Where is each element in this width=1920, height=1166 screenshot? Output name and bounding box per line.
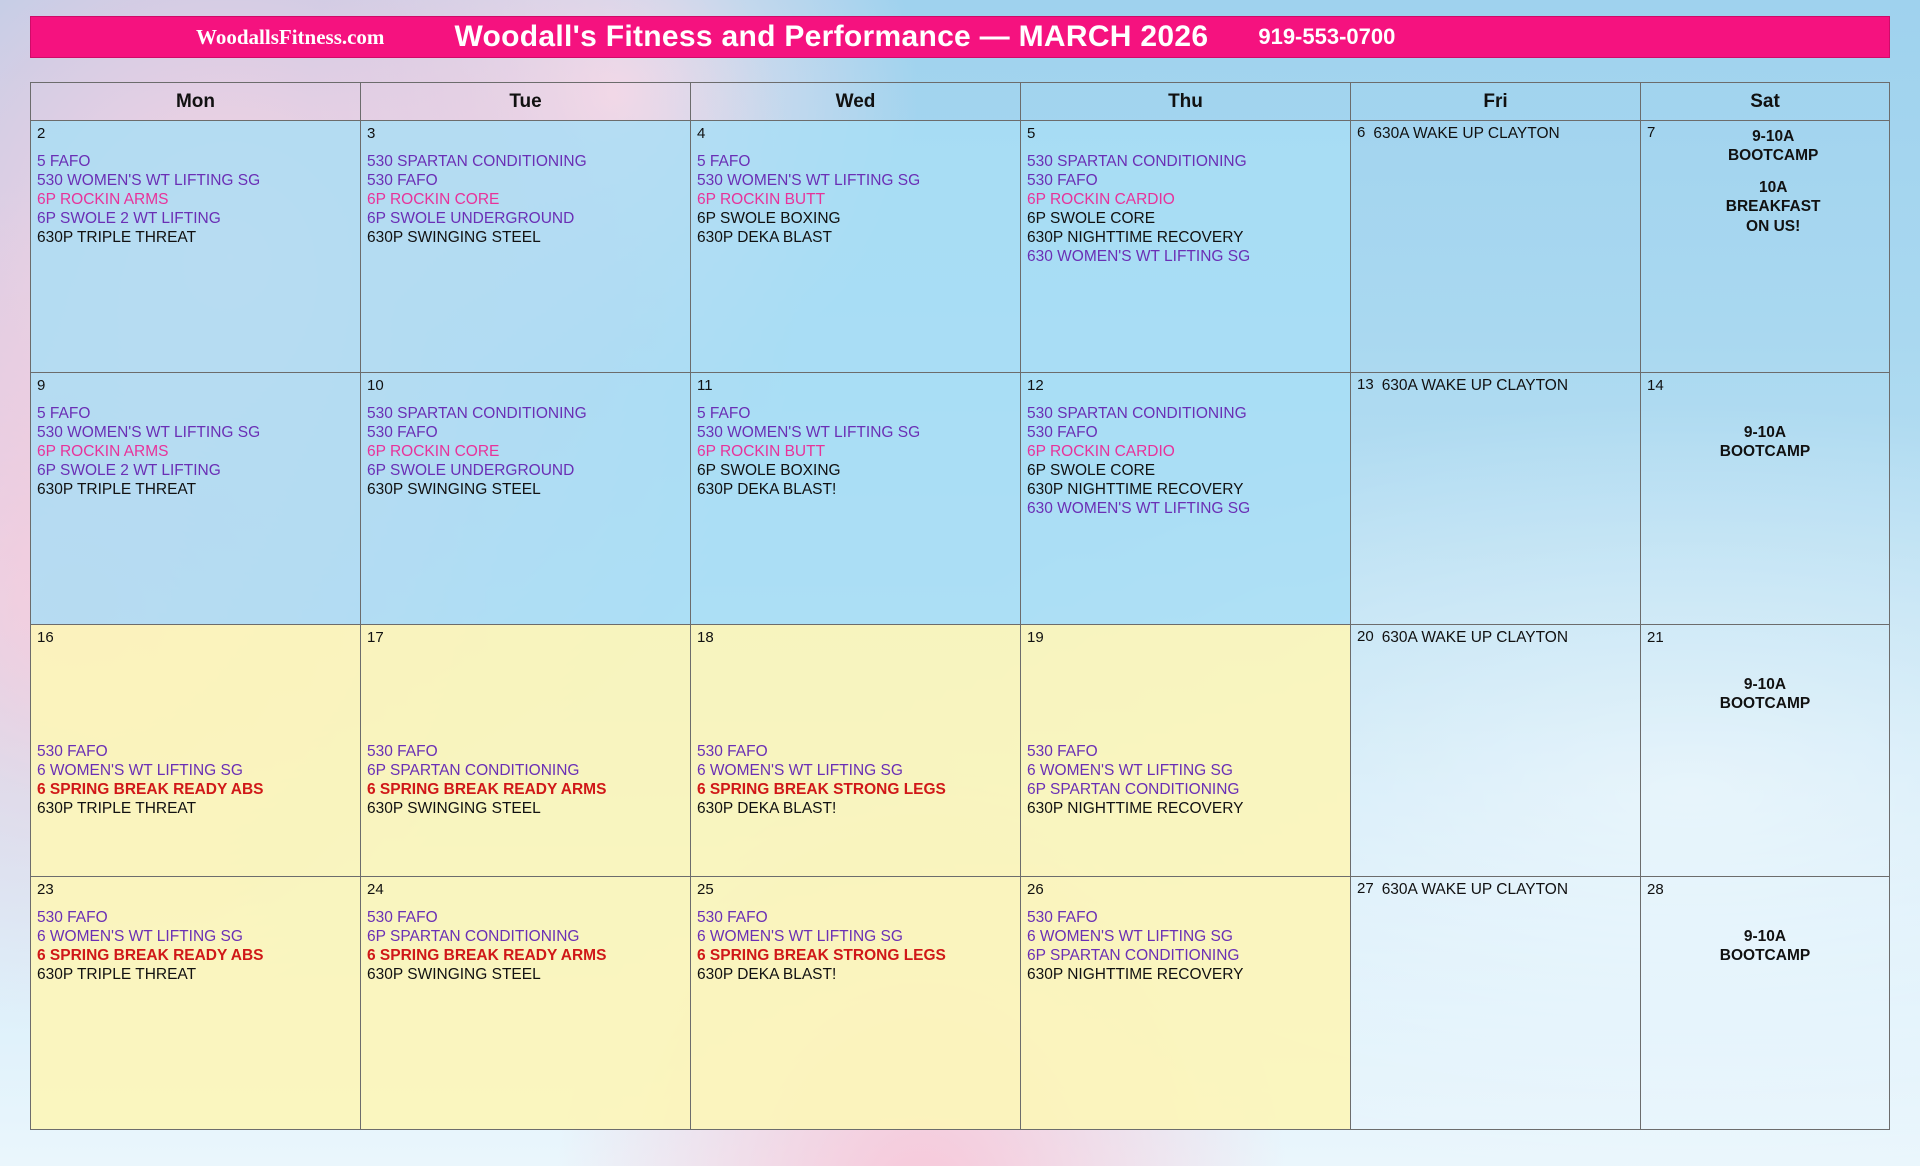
weekday-header-thu: Thu xyxy=(1021,83,1351,121)
day-cell-23[interactable] xyxy=(31,877,361,1129)
calendar-grid xyxy=(30,82,1890,1130)
event-list xyxy=(37,153,354,248)
calendar-week-row xyxy=(31,121,1889,373)
event-label: 6 SPRING BREAK READY ABS xyxy=(37,780,264,798)
event-label: 630P SWINGING STEEL xyxy=(367,799,541,817)
event-label: 6P SPARTAN CONDITIONING xyxy=(367,761,580,779)
day-cell-10[interactable] xyxy=(361,373,691,625)
day-number: 19 xyxy=(1027,629,1044,646)
event-label: 530 SPARTAN CONDITIONING xyxy=(1027,153,1247,170)
day-number: 5 xyxy=(1027,125,1036,142)
event-label: 6P ROCKIN CARDIO xyxy=(1027,190,1175,208)
day-cell-26[interactable] xyxy=(1021,877,1351,1129)
event-label: 530 FAFO xyxy=(697,909,768,926)
event-label: 630A WAKE UP CLAYTON xyxy=(1381,881,1569,898)
day-cell-9[interactable] xyxy=(31,373,361,625)
title-bar xyxy=(30,16,1890,58)
event-label: 630P TRIPLE THREAT xyxy=(37,965,197,983)
event-list xyxy=(1027,153,1344,266)
event-label: 630P TRIPLE THREAT xyxy=(37,799,197,817)
day-inline-row xyxy=(1647,125,1883,236)
event-label: 6 SPRING BREAK READY ARMS xyxy=(367,946,607,964)
event-label: 6P ROCKIN ARMS xyxy=(37,442,169,460)
event-label: 530 WOMEN'S WT LIFTING SG xyxy=(697,171,921,189)
day-number: 14 xyxy=(1647,377,1664,394)
day-number: 21 xyxy=(1647,629,1664,646)
day-number: 6 xyxy=(1357,124,1366,141)
calendar-weeks xyxy=(31,121,1889,1129)
event-label: 6P ROCKIN BUTT xyxy=(697,190,826,208)
day-number: 13 xyxy=(1357,376,1374,393)
event-label: 630P SWINGING STEEL xyxy=(367,480,541,498)
event-label: 6 SPRING BREAK STRONG LEGS xyxy=(697,946,946,964)
event-label: 630 WOMEN'S WT LIFTING SG xyxy=(1027,499,1251,517)
event-list xyxy=(37,909,354,985)
event-label: 530 WOMEN'S WT LIFTING SG xyxy=(37,171,261,189)
event-label: 6P ROCKIN ARMS xyxy=(37,190,169,208)
event-label: BOOTCAMP xyxy=(1719,947,1811,965)
event-label: 530 FAFO xyxy=(37,909,108,926)
saturday-event-block xyxy=(1663,127,1883,236)
website-label: WoodallsFitness.com xyxy=(196,24,385,49)
day-cell-24[interactable] xyxy=(361,877,691,1129)
day-number: 20 xyxy=(1357,628,1374,645)
event-label: 630P NIGHTTIME RECOVERY xyxy=(1027,228,1244,246)
day-number: 26 xyxy=(1027,881,1044,898)
day-number: 9 xyxy=(37,377,46,394)
event-label: 6 WOMEN'S WT LIFTING SG xyxy=(1027,927,1233,945)
event-label: 530 WOMEN'S WT LIFTING SG xyxy=(37,423,261,441)
event-label: 630P TRIPLE THREAT xyxy=(37,480,197,498)
day-cell-19[interactable] xyxy=(1021,625,1351,877)
event-label: 630A WAKE UP CLAYTON xyxy=(1381,377,1569,394)
event-label: 6 SPRING BREAK READY ABS xyxy=(37,946,264,964)
day-cell-4[interactable] xyxy=(691,121,1021,373)
day-number: 11 xyxy=(697,377,713,394)
event-label: BREAKFAST xyxy=(1725,198,1821,216)
event-label: 6P ROCKIN BUTT xyxy=(697,442,826,460)
event-label: 530 FAFO xyxy=(1027,171,1098,189)
calendar-week-row xyxy=(31,373,1889,625)
day-cell-27[interactable] xyxy=(1351,877,1641,1129)
calendar-week-row xyxy=(31,625,1889,877)
event-list xyxy=(37,405,354,500)
day-cell-3[interactable] xyxy=(361,121,691,373)
event-list xyxy=(697,743,1014,819)
day-number: 7 xyxy=(1647,124,1656,141)
event-list xyxy=(367,909,684,985)
event-label: 530 SPARTAN CONDITIONING xyxy=(367,405,587,422)
day-number: 2 xyxy=(37,125,46,142)
day-number: 24 xyxy=(367,881,384,898)
event-label: 9-10A xyxy=(1743,928,1787,945)
day-cell-5[interactable] xyxy=(1021,121,1351,373)
event-list xyxy=(367,153,684,248)
event-label: 6 WOMEN'S WT LIFTING SG xyxy=(697,761,903,779)
event-label: 530 FAFO xyxy=(367,743,438,760)
event-label: ON US! xyxy=(1746,217,1801,235)
event-list xyxy=(697,405,1014,500)
event-label: 5 FAFO xyxy=(37,405,91,422)
day-inline-row xyxy=(1357,377,1634,396)
day-number: 23 xyxy=(37,881,54,898)
event-label: 630P DEKA BLAST! xyxy=(697,480,837,498)
day-cell-18[interactable] xyxy=(691,625,1021,877)
weekday-header-fri: Fri xyxy=(1351,83,1641,121)
event-label: 6P ROCKIN CORE xyxy=(367,442,500,460)
event-list xyxy=(367,743,684,819)
event-label: 630P NIGHTTIME RECOVERY xyxy=(1027,965,1244,983)
event-label: 530 FAFO xyxy=(367,909,438,926)
event-list xyxy=(37,743,354,819)
day-cell-7[interactable] xyxy=(1641,121,1889,373)
event-label: 530 FAFO xyxy=(697,743,768,760)
event-label: 6P ROCKIN CARDIO xyxy=(1027,442,1175,460)
day-cell-28[interactable] xyxy=(1641,877,1889,1129)
event-label: 630P DEKA BLAST! xyxy=(697,799,837,817)
phone-number: 919-553-0700 xyxy=(1258,24,1396,49)
event-label: 530 FAFO xyxy=(1027,743,1098,760)
event-label: BOOTCAMP xyxy=(1719,443,1811,461)
event-label: 530 SPARTAN CONDITIONING xyxy=(1027,405,1247,422)
event-label: 6 SPRING BREAK READY ARMS xyxy=(367,780,607,798)
event-label: 530 WOMEN'S WT LIFTING SG xyxy=(697,423,921,441)
event-label: 530 FAFO xyxy=(37,743,108,760)
event-label: 6 WOMEN'S WT LIFTING SG xyxy=(37,927,243,945)
event-label: 6P SWOLE CORE xyxy=(1027,461,1156,479)
weekday-header-sat: Sat xyxy=(1641,83,1889,121)
event-label: 530 FAFO xyxy=(367,423,438,441)
day-number: 3 xyxy=(367,125,376,142)
event-label: 6 SPRING BREAK STRONG LEGS xyxy=(697,780,946,798)
event-list xyxy=(1027,743,1344,819)
event-label: 630P DEKA BLAST xyxy=(697,228,832,246)
event-label: 630P NIGHTTIME RECOVERY xyxy=(1027,799,1244,817)
day-cell-13[interactable] xyxy=(1351,373,1641,625)
page-title: Woodall's Fitness and Performance — MARCH 2026 xyxy=(454,20,1209,53)
saturday-event-block xyxy=(1647,423,1883,462)
event-label: 630A WAKE UP CLAYTON xyxy=(1381,629,1569,646)
day-number: 17 xyxy=(367,629,384,646)
event-label: 6P SWOLE UNDERGROUND xyxy=(367,209,575,227)
event-label: 5 FAFO xyxy=(37,153,91,170)
event-label: 6P SPARTAN CONDITIONING xyxy=(1027,780,1240,798)
event-label: 630A WAKE UP CLAYTON xyxy=(1373,125,1560,142)
event-label: 630P TRIPLE THREAT xyxy=(37,228,197,246)
event-label: 6P SWOLE UNDERGROUND xyxy=(367,461,575,479)
event-label: 6P SWOLE 2 WT LIFTING xyxy=(37,209,221,227)
event-list xyxy=(697,909,1014,985)
weekday-header-row xyxy=(31,83,1889,121)
event-label: 10A xyxy=(1758,178,1788,196)
weekday-header-mon: Mon xyxy=(31,83,361,121)
weekday-header-tue: Tue xyxy=(361,83,691,121)
day-cell-17[interactable] xyxy=(361,625,691,877)
event-label: 630 WOMEN'S WT LIFTING SG xyxy=(1027,247,1251,265)
day-number: 18 xyxy=(697,629,714,646)
event-label: 6 WOMEN'S WT LIFTING SG xyxy=(37,761,243,779)
saturday-event-block xyxy=(1647,675,1883,714)
event-label: 9-10A xyxy=(1743,424,1787,441)
event-label: BOOTCAMP xyxy=(1719,695,1811,713)
event-label: 6 WOMEN'S WT LIFTING SG xyxy=(697,927,903,945)
event-label: 530 FAFO xyxy=(1027,423,1098,441)
event-label: 6P SPARTAN CONDITIONING xyxy=(367,927,580,945)
day-number: 25 xyxy=(697,881,714,898)
day-cell-14[interactable] xyxy=(1641,373,1889,625)
event-label: 5 FAFO xyxy=(697,153,751,170)
day-number: 27 xyxy=(1357,880,1374,897)
event-list xyxy=(1027,405,1344,518)
event-label: BOOTCAMP xyxy=(1727,147,1819,165)
event-label: 630P SWINGING STEEL xyxy=(367,965,541,983)
day-number: 12 xyxy=(1027,377,1044,394)
day-number: 10 xyxy=(367,377,384,394)
day-inline-row xyxy=(1357,125,1634,144)
event-label: 6P ROCKIN CORE xyxy=(367,190,500,208)
event-label: 530 FAFO xyxy=(367,171,438,189)
event-label: 9-10A xyxy=(1743,676,1787,693)
event-label: 630P DEKA BLAST! xyxy=(697,965,837,983)
day-inline-row xyxy=(1357,629,1634,648)
event-label: 9-10A xyxy=(1752,128,1795,145)
event-label: 530 SPARTAN CONDITIONING xyxy=(367,153,587,170)
day-cell-21[interactable] xyxy=(1641,625,1889,877)
day-cell-20[interactable] xyxy=(1351,625,1641,877)
event-label: 630P NIGHTTIME RECOVERY xyxy=(1027,480,1244,498)
day-cell-16[interactable] xyxy=(31,625,361,877)
weekday-header-wed: Wed xyxy=(691,83,1021,121)
day-number: 4 xyxy=(697,125,706,142)
event-label: 6P SWOLE BOXING xyxy=(697,209,841,227)
event-label: 6P SWOLE BOXING xyxy=(697,461,841,479)
event-label: 6 WOMEN'S WT LIFTING SG xyxy=(1027,761,1233,779)
event-label: 6P SWOLE 2 WT LIFTING xyxy=(37,461,221,479)
saturday-event-block xyxy=(1647,927,1883,966)
event-label: 6P SWOLE CORE xyxy=(1027,209,1156,227)
event-label: 6P SPARTAN CONDITIONING xyxy=(1027,946,1240,964)
event-label: 5 FAFO xyxy=(697,405,751,422)
day-cell-6[interactable] xyxy=(1351,121,1641,373)
day-number: 16 xyxy=(37,629,54,646)
event-label: 630P SWINGING STEEL xyxy=(367,228,541,246)
day-cell-2[interactable] xyxy=(31,121,361,373)
day-cell-11[interactable] xyxy=(691,373,1021,625)
event-list xyxy=(367,405,684,500)
event-list xyxy=(697,153,1014,248)
calendar-week-row xyxy=(31,877,1889,1129)
day-cell-12[interactable] xyxy=(1021,373,1351,625)
event-label: 530 FAFO xyxy=(1027,909,1098,926)
day-number: 28 xyxy=(1647,881,1664,898)
day-cell-25[interactable] xyxy=(691,877,1021,1129)
event-list xyxy=(1027,909,1344,985)
day-inline-row xyxy=(1357,881,1634,900)
